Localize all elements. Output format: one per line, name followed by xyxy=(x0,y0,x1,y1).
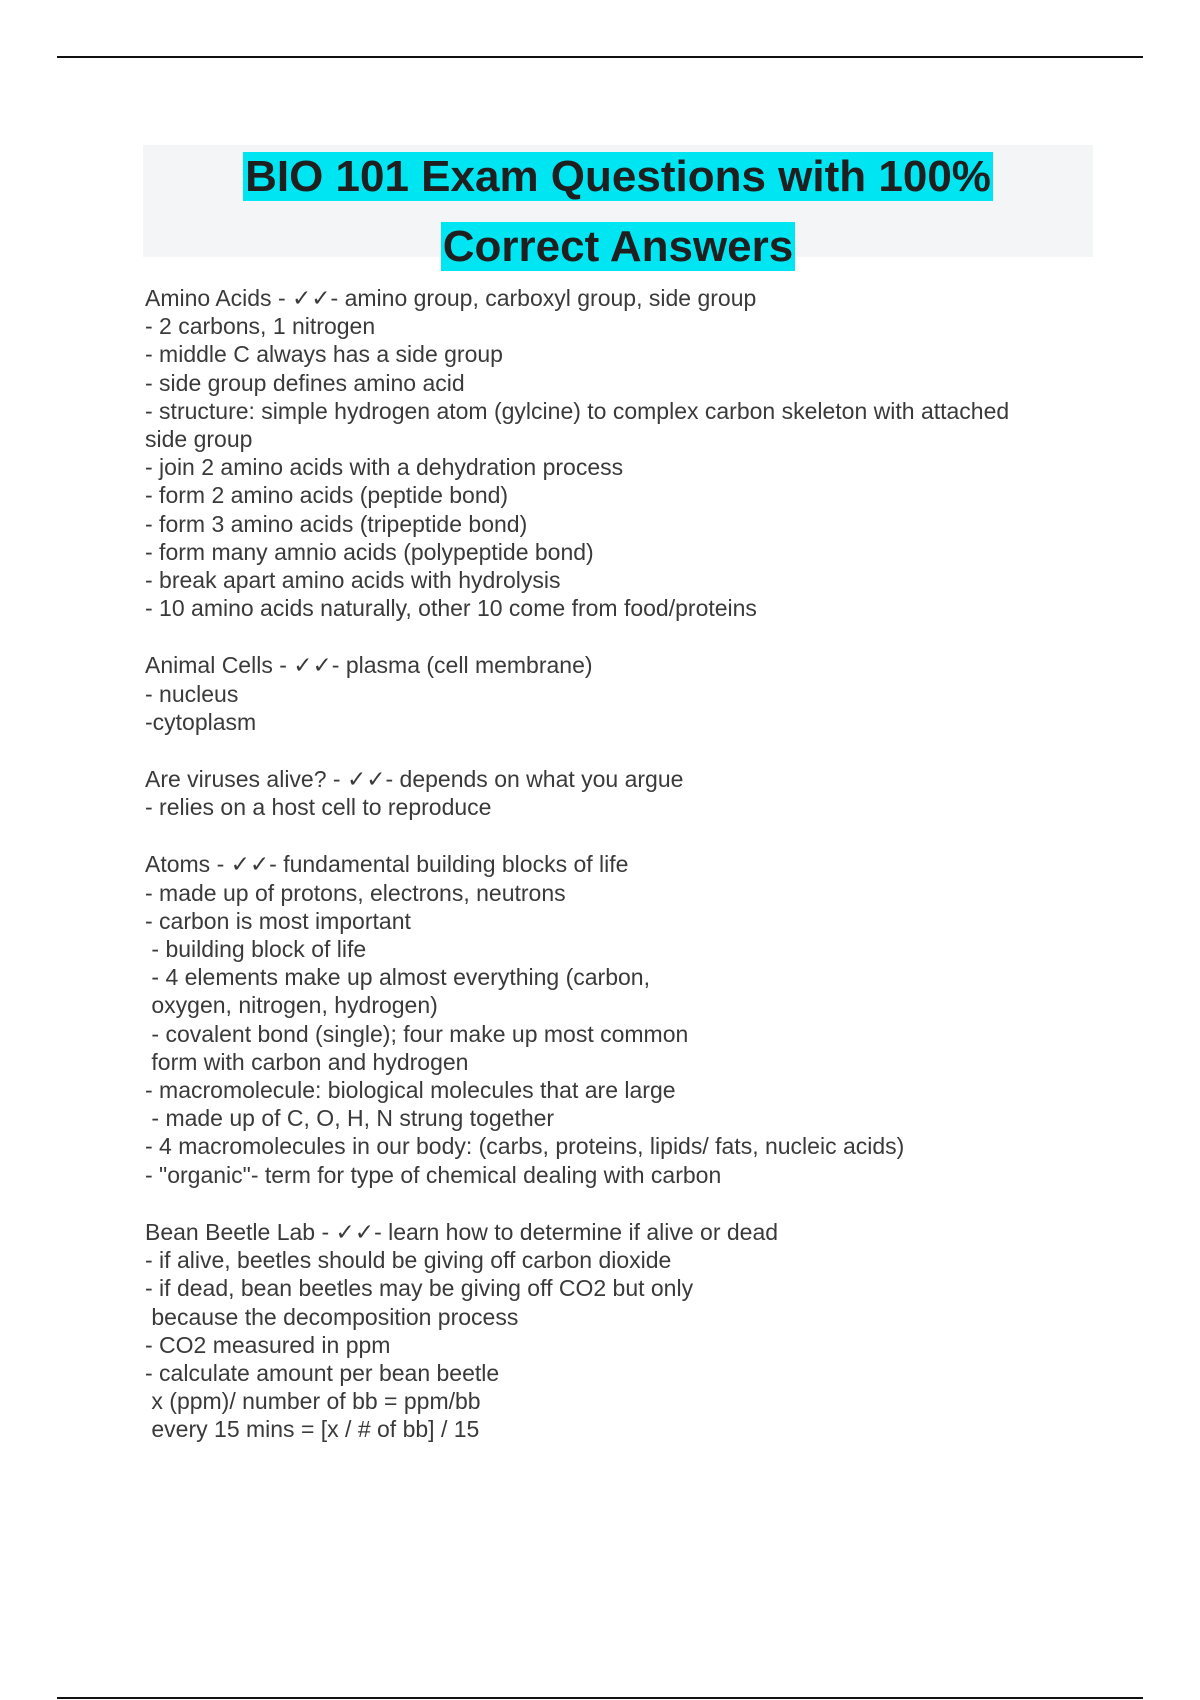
qa-section xyxy=(145,1218,1105,1444)
qa-answer-line: - form 2 amino acids (peptide bond) xyxy=(145,482,509,509)
qa-term-line: Animal Cells - ✓✓- plasma (cell membrane) xyxy=(145,652,593,679)
top-rule xyxy=(57,56,1143,58)
qa-answer-line: - 4 macromolecules in our body: (carbs, proteins, lipids/ fats, nucleic acids) xyxy=(145,1133,905,1160)
bottom-rule xyxy=(57,1697,1143,1699)
qa-answer-line: - side group defines amino acid xyxy=(145,369,465,396)
qa-answer-line: - form 3 amino acids (tripeptide bond) xyxy=(145,510,528,537)
qa-answer-line: - covalent bond (single); four make up most common xyxy=(145,1020,689,1047)
qa-answer-line: -cytoplasm xyxy=(145,708,257,735)
qa-answer-line: because the decomposition process xyxy=(145,1303,519,1330)
qa-answer-line: - structure: simple hydrogen atom (gylcine) to complex carbon skeleton with attached xyxy=(145,397,1010,424)
qa-answer-line: - form many amnio acids (polypeptide bond) xyxy=(145,538,594,565)
title-line-2: Correct Answers xyxy=(442,222,794,271)
qa-answer-line: - CO2 measured in ppm xyxy=(145,1331,391,1358)
qa-section xyxy=(145,765,1105,821)
qa-answer-line: - calculate amount per bean beetle xyxy=(145,1359,500,1386)
qa-term-line: Atoms - ✓✓- fundamental building blocks of life xyxy=(145,851,629,878)
qa-section xyxy=(145,850,1105,1188)
qa-term-line: Amino Acids - ✓✓- amino group, carboxyl group, side group xyxy=(145,285,757,311)
qa-answer-line: - made up of protons, electrons, neutrons xyxy=(145,879,566,906)
title-line xyxy=(143,219,1093,285)
qa-answer-line: - nucleus xyxy=(145,680,239,707)
qa-answer-line: - "organic"- term for type of chemical dealing with carbon xyxy=(145,1161,722,1188)
qa-answer-line: - carbon is most important xyxy=(145,907,411,934)
qa-section xyxy=(145,284,1105,622)
qa-term-line: Bean Beetle Lab - ✓✓- learn how to determine if alive or dead xyxy=(145,1218,779,1245)
qa-answer-line: - building block of life xyxy=(145,936,367,963)
qa-section xyxy=(145,651,1105,736)
qa-answer-line: - 2 carbons, 1 nitrogen xyxy=(145,313,376,340)
qa-answer-line: - if dead, bean beetles may be giving off CO2 but only xyxy=(145,1275,694,1302)
qa-answer-line: - if alive, beetles should be giving off carbon dioxide xyxy=(145,1247,672,1274)
qa-answer-line: - middle C always has a side group xyxy=(145,341,503,368)
qa-answer-line: oxygen, nitrogen, hydrogen) xyxy=(145,992,438,1019)
qa-answer-line: form with carbon and hydrogen xyxy=(145,1048,469,1075)
qa-answer-line: - made up of C, O, H, N strung together xyxy=(145,1105,555,1132)
document-body xyxy=(145,284,1105,1473)
qa-answer-line: x (ppm)/ number of bb = ppm/bb xyxy=(145,1388,481,1415)
qa-answer-line: - 10 amino acids naturally, other 10 come from food/proteins xyxy=(145,595,757,622)
title-line-1: BIO 101 Exam Questions with 100% xyxy=(245,152,991,201)
qa-answer-line: - break apart amino acids with hydrolysis xyxy=(145,567,561,594)
title-line xyxy=(143,149,1093,215)
qa-answer-line: - join 2 amino acids with a dehydration process xyxy=(145,454,624,481)
document-title xyxy=(143,145,1093,271)
qa-answer-line: side group xyxy=(145,426,253,453)
qa-answer-line: - macromolecule: biological molecules that are large xyxy=(145,1077,676,1104)
qa-answer-line: - 4 elements make up almost everything (carbon, xyxy=(145,964,650,991)
qa-answer-line: - relies on a host cell to reproduce xyxy=(145,794,492,821)
qa-term-line: Are viruses alive? - ✓✓- depends on what you argue xyxy=(145,766,684,793)
qa-answer-line: every 15 mins = [x / # of bb] / 15 xyxy=(145,1416,480,1443)
